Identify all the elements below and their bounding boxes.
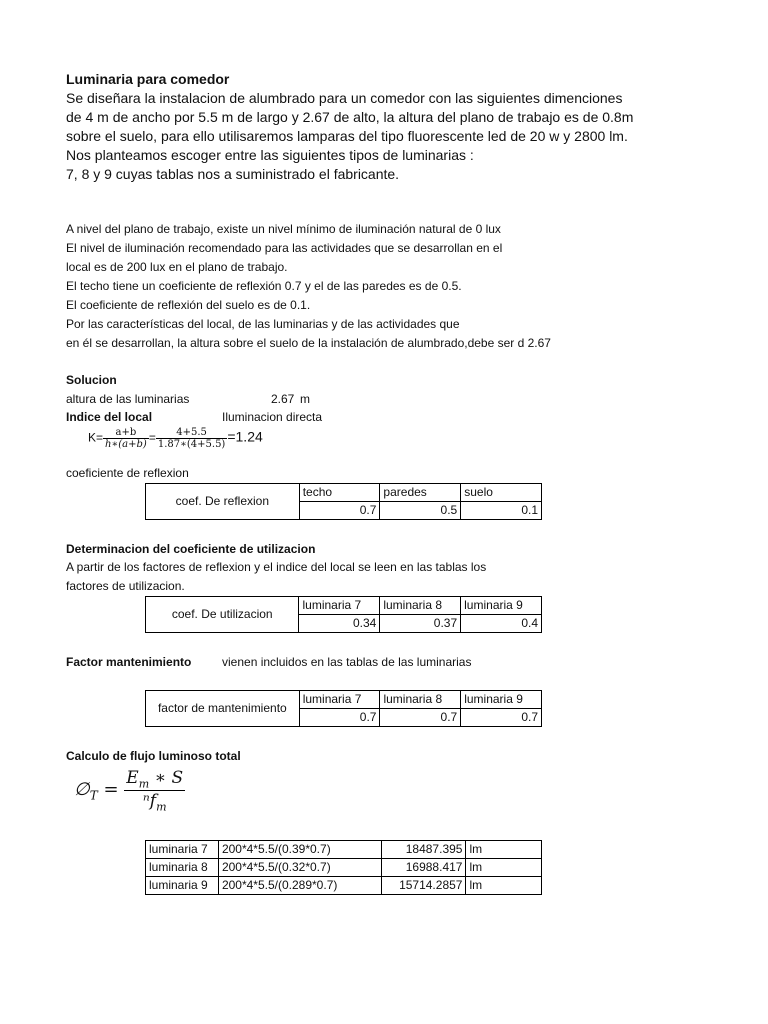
table-header: techo (299, 484, 380, 502)
table-row (146, 877, 542, 895)
table-row-label: coef. De reflexion (146, 484, 300, 520)
flujo-heading: Calculo de flujo luminoso total (66, 749, 241, 763)
utilizacion-line: A partir de los factores de reflexion y el indice del local se leen en las tablas los (66, 560, 487, 574)
flujo-formula (74, 768, 185, 814)
table-header: luminaria 9 (461, 597, 542, 615)
phi-subscript: T (89, 788, 98, 803)
k-denominator-values: 1.87∗(4+5.5) (157, 439, 226, 450)
table-cell: 200*4*5.5/(0.289*0.7) (218, 877, 381, 895)
intro-line: Nos planteamos escoger entre las siguientes tipos de luminarias : (66, 147, 474, 163)
formula-denominator-sub: m (156, 800, 167, 814)
flujo-table (145, 840, 542, 895)
mantenimiento-note: vienen incluidos en las tablas de las luminarias (222, 655, 472, 669)
indice-type: Iluminacion directa (222, 410, 323, 424)
utilizacion-line: factores de utilizacion. (66, 579, 185, 593)
table-cell: lm (466, 841, 542, 859)
table-cell: 200*4*5.5/(0.32*0.7) (218, 859, 381, 877)
table-header: luminaria 7 (299, 691, 380, 709)
table-header: suelo (461, 484, 542, 502)
k-numerator: a+b (103, 427, 149, 439)
table-row-label: coef. De utilizacion (146, 597, 299, 633)
altura-unit: m (300, 392, 310, 406)
table-cell: 0.1 (461, 502, 542, 520)
table-cell: 0.7 (299, 502, 380, 520)
condition-line: local es de 200 lux en el plano de trabajo. (66, 260, 288, 274)
k-equals: = (148, 430, 156, 445)
indice-label: Indice del local (66, 410, 153, 424)
reflexion-table (145, 483, 542, 520)
condition-line: El nivel de iluminación recomendado para las actividades que se desarrollan en el (66, 241, 503, 255)
formula-numerator-rest: ∗ S (149, 768, 184, 788)
table-cell: 18487.395 (381, 841, 466, 859)
table-row (146, 859, 542, 877)
k-formula (88, 427, 263, 450)
table-cell: 0.7 (380, 709, 461, 727)
table-cell: luminaria 8 (146, 859, 219, 877)
table-header: paredes (380, 484, 461, 502)
intro-line: 7, 8 y 9 cuyas tablas nos a suministrado el fabricante. (66, 166, 400, 182)
phi-symbol: ∅ (74, 779, 90, 801)
table-header: luminaria 8 (380, 691, 461, 709)
condition-line: A nivel del plano de trabajo, existe un nivel mínimo de iluminación natural de 0 lux (66, 222, 501, 236)
table-cell: lm (466, 859, 542, 877)
formula-equals: = (103, 779, 119, 801)
intro-line: Se diseñara la instalacion de alumbrado para un comedor con las siguientes dimenciones (66, 90, 623, 106)
table-row (146, 841, 542, 859)
table-cell: 0.34 (299, 615, 380, 633)
formula-denominator: ⁿf (142, 791, 157, 812)
table-row-label: factor de mantenimiento (146, 691, 300, 727)
table-header: luminaria 7 (299, 597, 380, 615)
table-header: luminaria 8 (380, 597, 461, 615)
intro-line: sobre el suelo, para ello utilisaremos lamparas del tipo fluorescente led de 20 w y 2800 lm. (66, 128, 628, 144)
solucion-heading: Solucion (66, 373, 117, 387)
k-result: =1.24 (227, 428, 263, 445)
document-title: Luminaria para comedor (66, 71, 230, 87)
condition-line: en él se desarrollan, la altura sobre el suelo de la instalación de alumbrado,debe ser d 2.67 (66, 336, 551, 350)
table-cell: 0.37 (380, 615, 461, 633)
altura-label: altura de las luminarias (66, 392, 190, 406)
condition-line: El techo tiene un coeficiente de reflexión 0.7 y el de las paredes es de 0.5. (66, 279, 462, 293)
utilizacion-heading: Determinacion del coeficiente de utilizacion (66, 542, 316, 556)
table-cell: lm (466, 877, 542, 895)
mantenimiento-table (145, 690, 542, 727)
table-cell: 0.7 (299, 709, 380, 727)
formula-numerator-e: E (126, 768, 139, 788)
k-prefix: K= (88, 430, 104, 445)
table-cell: 0.5 (380, 502, 461, 520)
condition-line: Por las características del local, de las luminarias y de las actividades que (66, 317, 460, 331)
k-denominator: h∗(a+b) (105, 439, 147, 450)
table-cell: luminaria 9 (146, 877, 219, 895)
table-cell: 15714.2857 (381, 877, 466, 895)
altura-value: 2.67 (271, 392, 295, 406)
condition-line: El coeficiente de reflexión del suelo es de 0.1. (66, 298, 311, 312)
table-cell: 0.4 (461, 615, 542, 633)
table-cell: 0.7 (461, 709, 542, 727)
table-cell: 200*4*5.5/(0.39*0.7) (218, 841, 381, 859)
table-cell: luminaria 7 (146, 841, 219, 859)
formula-numerator-sub: m (138, 777, 150, 791)
mantenimiento-heading: Factor mantenimiento (66, 655, 192, 669)
utilizacion-table (145, 596, 542, 633)
coef-reflexion-label: coeficiente de reflexion (66, 466, 189, 480)
intro-line: de 4 m de ancho por 5.5 m de largo y 2.67 de alto, la altura del plano de trabajo es de 0.8m (66, 109, 634, 125)
k-numerator-values: 4+5.5 (156, 427, 228, 439)
table-cell: 16988.417 (381, 859, 466, 877)
table-header: luminaria 9 (461, 691, 542, 709)
